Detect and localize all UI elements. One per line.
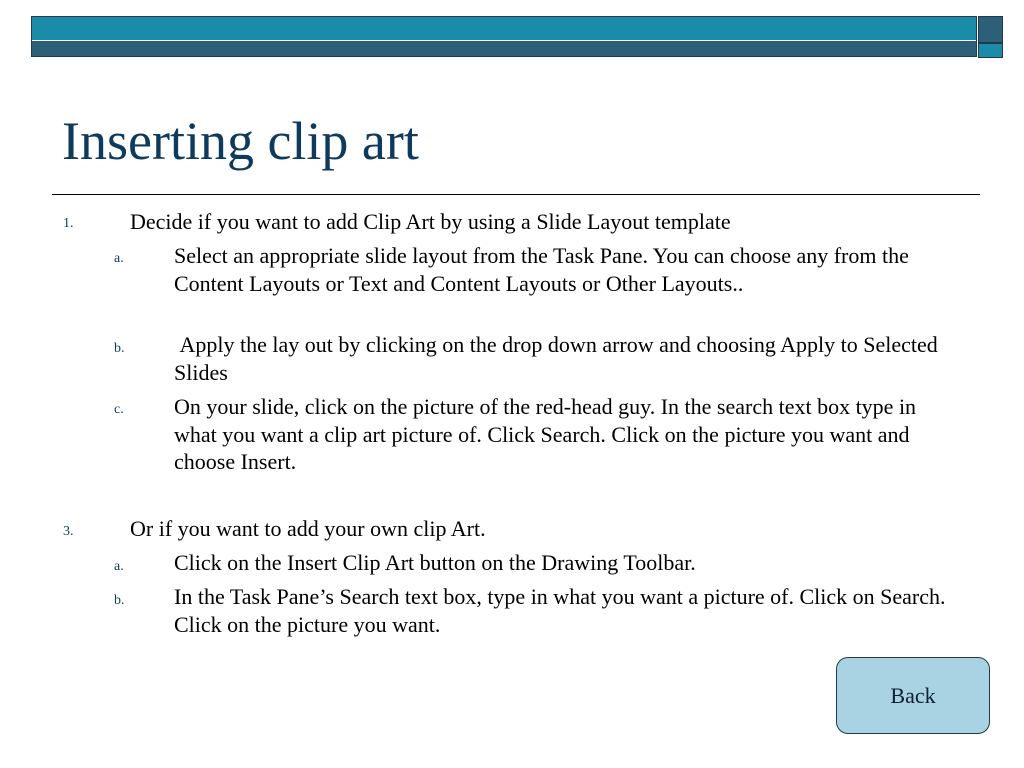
header-band-bottom-stripe [32, 41, 976, 56]
sub-item-text: On your slide, click on the picture of the red-head guy. In the search text box type in what you want a clip art picture of. Click Search. Click on the picture you want and choose Insert. [174, 394, 917, 474]
header-corner-block-bottom [978, 43, 1003, 58]
list-marker: 3. [63, 524, 74, 539]
list-item-text: Decide if you want to add Clip Art by using a Slide Layout template [130, 209, 731, 234]
list-marker: 1. [63, 216, 74, 231]
sub-item-text: Select an appropriate slide layout from the Task Pane. You can choose any from the Content Layouts or Text and Content Layouts or Other Layouts.. [174, 243, 909, 296]
sub-marker: b. [114, 341, 125, 356]
header-corner-block-top [978, 16, 1003, 43]
sub-marker: a. [114, 559, 124, 574]
sub-marker: a. [114, 251, 124, 266]
list-item-text: Or if you want to add your own clip Art. [130, 516, 486, 541]
sub-item-text: Click on the Insert Clip Art button on the Drawing Toolbar. [174, 550, 696, 575]
sub-item-text: In the Task Pane’s Search text box, type in what you want a picture of. Click on Search. Click on the picture you want. [174, 584, 946, 637]
sub-item-text: Apply the lay out by clicking on the drop down arrow and choosing Apply to Selected Slides [174, 332, 944, 385]
sub-marker: b. [114, 593, 125, 608]
slide-title: Inserting clip art [62, 111, 419, 171]
back-button[interactable]: Back [836, 657, 990, 734]
header-band-top-stripe [32, 17, 976, 40]
header-band [31, 16, 977, 57]
title-divider [52, 194, 980, 195]
sub-marker: c. [114, 402, 124, 417]
